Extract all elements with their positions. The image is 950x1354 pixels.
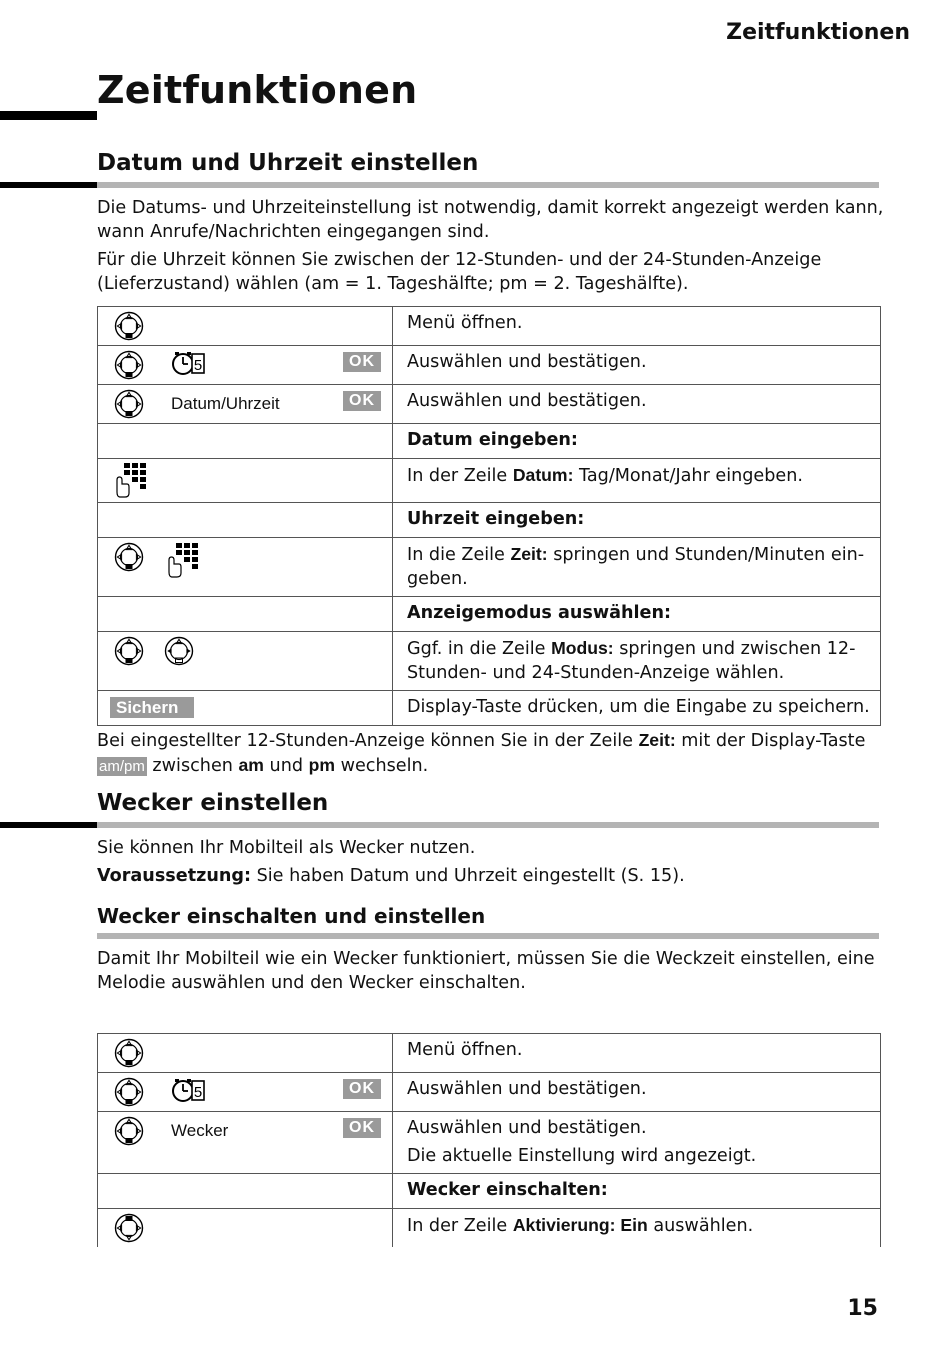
nav-key-down-icon (114, 1077, 144, 1107)
step-text (393, 538, 881, 597)
step-text: Auswählen und bestätigen. (393, 385, 881, 424)
nav-key-down-icon (114, 542, 144, 572)
table-row (98, 385, 881, 424)
ok-softkey: OK (343, 1079, 381, 1099)
text: und (263, 756, 309, 776)
step-text: Auswählen und bestätigen. (393, 1073, 881, 1112)
subsection-rule (97, 933, 879, 939)
nav-key-down-icon (114, 350, 144, 380)
section1-intro (97, 196, 887, 300)
ok-softkey: OK (343, 1118, 381, 1138)
field-name: Modus: (551, 638, 614, 658)
am-label: am (238, 755, 264, 775)
field-name: Datum: (512, 465, 574, 485)
nav-key-down-icon (114, 311, 144, 341)
clock-menu-icon (171, 350, 205, 376)
table-row (98, 597, 881, 632)
table-row (98, 346, 881, 385)
step-heading: Wecker einschalten: (393, 1174, 881, 1209)
datum-steps-table (97, 306, 881, 726)
text: Ggf. in die Zeile (407, 639, 552, 659)
text: In der Zeile (407, 466, 513, 486)
text: springen und Stunden/Minuten ein-geben. (407, 545, 865, 589)
wecker-steps-table (97, 1033, 881, 1247)
paragraph: Sie können Ihr Mobilteil als Wecker nutzen. (97, 838, 476, 858)
table-row (98, 459, 881, 503)
field-name: Aktivierung: Ein (512, 1215, 648, 1235)
keypad-icon (166, 542, 198, 578)
section-rule (97, 182, 879, 188)
field-name: Zeit: (510, 544, 548, 564)
menu-item-label: Wecker (171, 1121, 229, 1140)
step-text: Display-Taste drücken, um die Eingabe zu speichern. (393, 691, 881, 726)
ampm-note (97, 728, 887, 782)
table-row (98, 424, 881, 459)
prerequisite-label: Voraussetzung: (97, 866, 252, 886)
title-marker-bar (0, 111, 97, 120)
table-row (98, 1073, 881, 1112)
save-softkey: Sichern (110, 697, 194, 718)
running-header: Zeitfunktionen (726, 20, 910, 45)
text: Tag/Monat/Jahr eingeben. (573, 466, 803, 486)
table-row (98, 1112, 881, 1174)
pm-label: pm (308, 755, 335, 775)
text: In die Zeile (407, 545, 511, 565)
paragraph: Damit Ihr Mobilteil wie ein Wecker funktioniert, müssen Sie die Weckzeit einstellen, eine Melodie auswählen und den Wecker einschalten. (97, 949, 875, 993)
nav-key-side-icon (164, 636, 194, 666)
text: Die aktuelle Einstellung wird angezeigt. (407, 1146, 757, 1166)
text: In der Zeile (407, 1216, 513, 1236)
nav-key-down-icon (114, 1116, 144, 1146)
table-row (98, 538, 881, 597)
section-marker-bar (0, 822, 97, 828)
text: Auswählen und bestätigen. (407, 1118, 647, 1138)
field-name: Zeit: (638, 730, 676, 750)
step-text (393, 1112, 881, 1174)
text: mit der Display-Taste (675, 731, 866, 751)
keypad-icon (114, 462, 146, 498)
step-heading: Uhrzeit eingeben: (393, 503, 881, 538)
page-title: Zeitfunktionen (97, 68, 418, 112)
nav-key-down-icon (114, 1038, 144, 1068)
step-text: Menü öffnen. (393, 307, 881, 346)
table-row (98, 691, 881, 726)
section-rule (97, 822, 879, 828)
text: Sie haben Datum und Uhrzeit eingestellt (S. 15). (251, 866, 685, 886)
table-row (98, 1209, 881, 1248)
text: Bei eingestellter 12-Stunden-Anzeige können Sie in der Zeile (97, 731, 639, 751)
step-text: Auswählen und bestätigen. (393, 346, 881, 385)
step-text (393, 1209, 881, 1248)
table-row (98, 632, 881, 691)
table-row (98, 1034, 881, 1073)
section-marker-bar (0, 182, 97, 188)
step-heading: Datum eingeben: (393, 424, 881, 459)
nav-key-up-icon (114, 1213, 144, 1243)
nav-key-down-icon (114, 636, 144, 666)
step-heading: Anzeigemodus auswählen: (393, 597, 881, 632)
text: auswählen. (647, 1216, 754, 1236)
step-text (393, 632, 881, 691)
nav-key-down-icon (114, 389, 144, 419)
page-number: 15 (847, 1296, 878, 1321)
table-row (98, 307, 881, 346)
paragraph (97, 728, 887, 778)
paragraph: Die Datums- und Uhrzeiteinstellung ist notwendig, damit korrekt angezeigt werden kann, wann Anrufe/Nachrichten eingegangen sind. (97, 198, 884, 242)
section2-para (97, 947, 887, 999)
ok-softkey: OK (343, 391, 381, 411)
step-text (393, 459, 881, 503)
paragraph (97, 864, 887, 888)
ampm-softkey: am/pm (99, 758, 145, 775)
text: wechseln. (335, 756, 429, 776)
section-heading-wecker: Wecker einstellen (97, 790, 329, 816)
section-heading-datum: Datum und Uhrzeit einstellen (97, 150, 479, 176)
subheading-wecker: Wecker einschalten und einstellen (97, 904, 486, 928)
step-text: Menü öffnen. (393, 1034, 881, 1073)
menu-item-label: Datum/Uhrzeit (171, 394, 280, 413)
section2-intro (97, 836, 887, 892)
ok-softkey: OK (343, 352, 381, 372)
paragraph: Für die Uhrzeit können Sie zwischen der 12-Stunden- und der 24-Stunden-Anzeige (Lieferzustand) wählen (am = 1. Tageshälfte; pm = 2. Tageshälfte). (97, 250, 822, 294)
clock-menu-icon (171, 1077, 205, 1103)
table-row (98, 503, 881, 538)
text: springen und zwischen 12-Stunden- und 24-Stunden-Anzeige wählen. (407, 639, 856, 683)
table-row (98, 1174, 881, 1209)
text: zwischen (146, 756, 239, 776)
